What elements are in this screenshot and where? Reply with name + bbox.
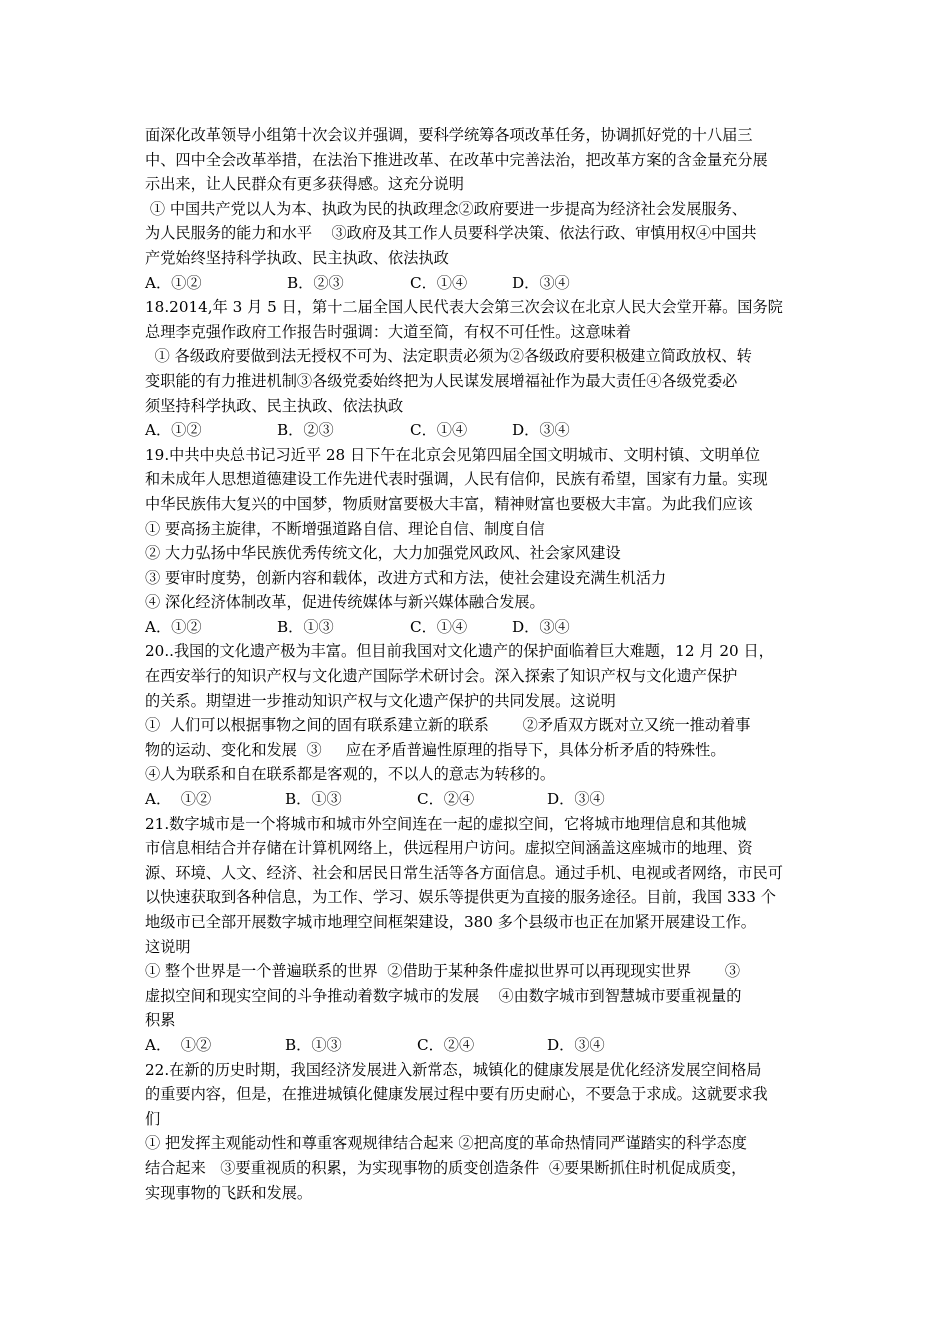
option-d: D．③④ <box>512 421 570 440</box>
option-d: D．③④ <box>512 273 570 292</box>
statement-line: ① 要高扬主旋律，不断增强道路自信、理论自信、制度自信 <box>145 519 545 538</box>
statement-line: ② 大力弘扬中华民族优秀传统文化，大力加强党风政风、社会家风建设 <box>145 544 621 563</box>
question-stem: 19.中共中央总书记习近平 28 日下午在北京会见第四届全国文明城市、文明村镇、文明单位 <box>145 445 761 464</box>
question-stem: 源、环境、人文、经济、社会和居民日常生活等各方面信息。通过手机、电视或者网络，市民可 <box>145 863 783 882</box>
question-text-line: 面深化改革领导小组第十次会议并强调，要科学统筹各项改革任务，协调抓好党的十八届三 <box>145 126 753 144</box>
question-stem: 地级市已全部开展数字城市地理空间框架建设，380 多个县级市也正在加紧开展建设工作。 <box>145 913 756 931</box>
question-stem: 在西安举行的知识产权与文化遗产国际学术研讨会。深入探索了知识产权与文化遗产保护 <box>145 667 738 686</box>
question-stem: 18.2014,年 3 月 5 日，第十二届全国人民代表大会第三次会议在北京人民大会堂开幕。国务院 <box>145 298 783 317</box>
option-d: D．③④ <box>512 617 570 636</box>
question-22 <box>145 1058 815 1206</box>
question-20 <box>145 639 815 811</box>
answer-options <box>145 271 815 296</box>
statement-line: ④ 深化经济体制改革，促进传统媒体与新兴媒体融合发展。 <box>145 593 545 612</box>
option-b: B．①③ <box>277 617 334 636</box>
option-a: A． ①② <box>145 790 212 809</box>
answer-options <box>145 1033 815 1058</box>
statement-line: 实现事物的飞跃和发展。 <box>145 1183 313 1202</box>
question-stem: 20..我国的文化遗产极为丰富。但目前我国对文化遗产的保护面临着巨大难题，12 月 20 日， <box>145 642 774 661</box>
option-b: B．①③ <box>285 1035 342 1054</box>
statement-line: 产党始终坚持科学执政、民主执政、依法执政 <box>145 248 449 267</box>
answer-options <box>145 615 815 640</box>
option-c: C．②④ <box>417 1035 475 1054</box>
statement-line: ① 各级政府要做到法无授权不可为、法定职责必须为②各级政府要积极建立简政放权、转 <box>145 347 752 366</box>
question-stem: 这说明 <box>145 937 191 956</box>
question-stem: 和未成年人思想道德建设工作先进代表时强调，人民有信仰，民族有希望，国家有力量。实现 <box>145 470 768 489</box>
option-c: C．①④ <box>410 617 468 636</box>
option-a: A．①② <box>145 421 202 440</box>
statement-line: ① 中国共产党以人为本、执政为民的执政理念②政府要进一步提高为经济社会发展服务、 <box>145 199 747 218</box>
statement-line: 为人民服务的能力和水平 ③政府及其工作人员要科学决策、依法行政、审慎用权④中国共 <box>145 224 757 243</box>
question-text-line: 中、四中全会改革举措，在法治下推进改革、在改革中完善法治，把改革方案的含金量充分展 <box>145 150 768 169</box>
statement-line: 须坚持科学执政、民主执政、依法执政 <box>145 396 404 415</box>
option-d: D．③④ <box>547 1035 605 1054</box>
option-a: A．①② <box>145 273 202 292</box>
statement-line: ① 人们可以根据事物之间的固有联系建立新的联系 ②矛盾双方既对立又统一推动着事 <box>145 716 751 735</box>
statement-line: ④人为联系和自在联系都是客观的，不以人的意志为转移的。 <box>145 765 556 784</box>
statement-line: 变职能的有力推进机制③各级党委始终把为人民谋发展增福祉作为最大责任④各级党委必 <box>145 371 738 390</box>
exam-page <box>145 123 815 1205</box>
option-c: C．①④ <box>410 273 468 292</box>
question-18 <box>145 295 815 443</box>
answer-options <box>145 418 815 443</box>
statement-line: ③ 要审时度势，创新内容和载体，改进方式和方法，使社会建设充满生机活力 <box>145 568 667 587</box>
option-b: B．①③ <box>285 790 342 809</box>
statement-line: 结合起来 ③要重视质的积累，为实现事物的质变创造条件 ④要果断抓住时机促成质变， <box>145 1158 747 1177</box>
question-stem: 的重要内容，但是，在推进城镇化健康发展过程中要有历史耐心，不要急于求成。这就要求我 <box>145 1085 768 1104</box>
option-c: C．②④ <box>417 790 475 809</box>
statement-line: ① 把发挥主观能动性和尊重客观规律结合起来 ②把高度的革命热情同严谨踏实的科学态度 <box>145 1134 747 1153</box>
question-stem: 总理李克强作政府工作报告时强调：大道至简，有权不可任性。这意味着 <box>145 322 631 341</box>
option-d: D．③④ <box>547 790 605 809</box>
statement-line: 虚拟空间和现实空间的斗争推动着数字城市的发展 ④由数字城市到智慧城市要重视量的 <box>145 986 742 1005</box>
answer-options <box>145 787 815 812</box>
option-a: A． ①② <box>145 1035 212 1054</box>
question-stem: 以快速获取到各种信息，为工作、学习、娱乐等提供更为直接的服务途径。目前，我国 333 个 <box>145 888 776 907</box>
statement-line: ① 整个世界是一个普遍联系的世界 ②借助于某种条件虚拟世界可以再现现实世界 ③ <box>145 962 741 981</box>
statement-line: 积累 <box>145 1011 176 1030</box>
question-stem: 市信息相结合并存储在计算机网络上，供远程用户访问。虚拟空间涵盖这座城市的地理、资 <box>145 839 753 858</box>
question-21 <box>145 812 815 1058</box>
question-stem: 21.数字城市是一个将城市和城市外空间连在一起的虚拟空间，它将城市地理信息和其他城 <box>145 814 747 833</box>
question-stem: 的关系。期望进一步推动知识产权与文化遗产保护的共同发展。这说明 <box>145 691 616 710</box>
option-b: B．②③ <box>287 273 344 292</box>
question-stem: 中华民族伟大复兴的中国梦，物质财富要极大丰富，精神财富也要极大丰富。为此我们应该 <box>145 494 753 513</box>
option-b: B．②③ <box>277 421 334 440</box>
question-17-continued <box>145 123 815 295</box>
question-text-line: 示出来，让人民群众有更多获得感。这充分说明 <box>145 175 464 194</box>
option-c: C．①④ <box>410 421 468 440</box>
option-a: A．①② <box>145 617 202 636</box>
question-19 <box>145 443 815 640</box>
question-stem: 22.在新的历史时期，我国经济发展进入新常态，城镇化的健康发展是优化经济发展空间格局 <box>145 1060 762 1079</box>
statement-line: 物的运动、变化和发展 ③ 应在矛盾普遍性原理的指导下，具体分析矛盾的特殊性。 <box>145 740 726 759</box>
question-stem: 们 <box>145 1109 161 1128</box>
